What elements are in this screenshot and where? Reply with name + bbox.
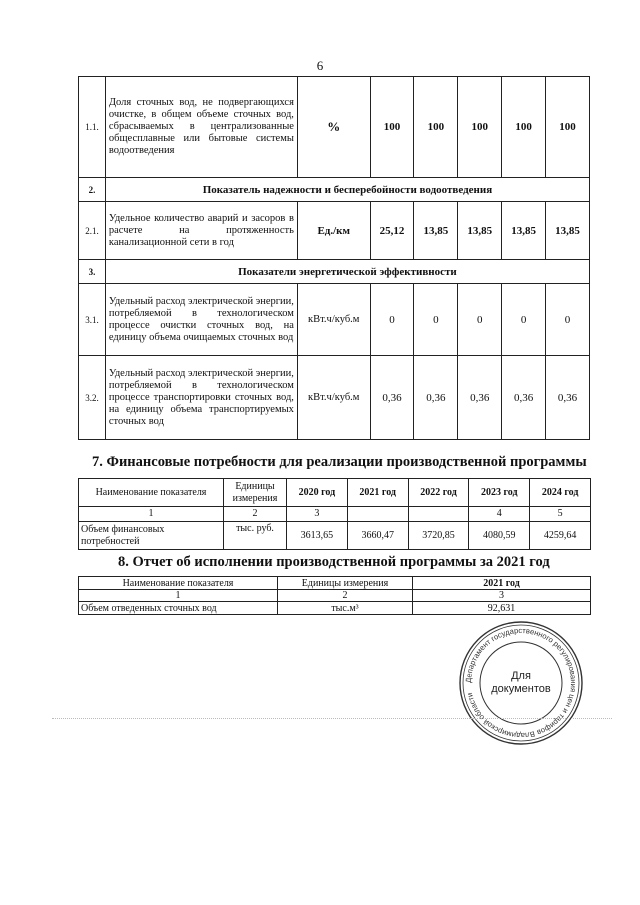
header-row xyxy=(79,577,591,590)
section-8-heading: 8. Отчет об исполнении производственной программы за 2021 год xyxy=(118,554,550,570)
stamp-line-1: Для xyxy=(511,670,531,682)
column-header: Наименование показателя xyxy=(79,479,224,507)
unit-cell: тыс. руб. xyxy=(224,522,287,550)
indicator-name: Объем отведенных сточных вод xyxy=(79,602,278,615)
value-cell: 0 xyxy=(370,284,414,356)
unit-cell: Ед./км xyxy=(297,202,370,260)
financial-needs-table xyxy=(78,478,591,550)
value-cell: 100 xyxy=(458,77,502,178)
value-cell: 13,85 xyxy=(414,202,458,260)
value-cell: 0,36 xyxy=(546,356,590,440)
value-cell: 100 xyxy=(502,77,546,178)
column-number-row xyxy=(79,590,591,602)
value-cell: 0,36 xyxy=(370,356,414,440)
value-cell: 0,36 xyxy=(458,356,502,440)
value-cell: 4259,64 xyxy=(530,522,591,550)
column-header: 2020 год xyxy=(287,479,348,507)
section-row xyxy=(79,178,590,202)
indicator-name: Удельный расход электрической энергии, потребляемой в технологическом процессе очистки сточных вод, на единицу объема очищаемых сточных вод xyxy=(105,284,297,356)
section-number: 3. xyxy=(79,260,106,284)
column-number: 5 xyxy=(530,507,591,522)
column-header: 2021 год xyxy=(347,479,408,507)
column-number: 2 xyxy=(224,507,287,522)
stamp-center-text xyxy=(458,670,584,696)
value-cell: 100 xyxy=(546,77,590,178)
table-row xyxy=(79,356,590,440)
row-number: 3.2. xyxy=(79,356,106,440)
value-cell: 3660,47 xyxy=(347,522,408,550)
value-cell: 0 xyxy=(546,284,590,356)
table-row xyxy=(79,202,590,260)
stamp-line-2: документов xyxy=(491,683,551,695)
row-number: 1.1. xyxy=(79,77,106,178)
column-number xyxy=(347,507,408,522)
value-cell: 100 xyxy=(370,77,414,178)
table-row xyxy=(79,602,591,615)
stamp-ring-text: Департамент государственного регулирования цен и тарифов Владимирской области xyxy=(463,625,579,741)
value-cell: 13,85 xyxy=(502,202,546,260)
header-row xyxy=(79,479,591,507)
section-7-heading: 7. Финансовые потребности для реализации производственной программы xyxy=(92,454,587,470)
value-cell: 0,36 xyxy=(414,356,458,440)
unit-cell: кВт.ч/куб.м xyxy=(297,356,370,440)
indicator-name: Удельный расход электрической энергии, потребляемой в технологическом процессе транспортировки сточных вод, на единицу объема транспортируемых сточных вод xyxy=(105,356,297,440)
page-number: 6 xyxy=(316,58,324,73)
value-cell: 0,36 xyxy=(502,356,546,440)
column-header: Единицы измерения xyxy=(278,577,413,590)
unit-cell: кВт.ч/куб.м xyxy=(297,284,370,356)
column-number: 3 xyxy=(413,590,591,602)
indicator-name: Доля сточных вод, не подвергающихся очистке, в общем объеме сточных вод, сбрасываемых в централизованные общесплавные или бытовые системы водоотведения xyxy=(105,77,297,178)
column-number xyxy=(408,507,469,522)
column-number: 1 xyxy=(79,507,224,522)
value-cell: 13,85 xyxy=(458,202,502,260)
section-title: Показатель надежности и бесперебойности водоотведения xyxy=(105,178,589,202)
table-row xyxy=(79,522,591,550)
column-header: 2021 год xyxy=(413,577,591,590)
unit-cell: тыс.м³ xyxy=(278,602,413,615)
column-number: 2 xyxy=(278,590,413,602)
report-table xyxy=(78,576,591,615)
column-number: 1 xyxy=(79,590,278,602)
value-cell: 4080,59 xyxy=(469,522,530,550)
value-cell: 92,631 xyxy=(413,602,591,615)
unit-cell: % xyxy=(297,77,370,178)
indicator-name: Удельное количество аварий и засоров в расчете на протяженность канализационной сети в год xyxy=(105,202,297,260)
value-cell: 3613,65 xyxy=(287,522,348,550)
dotted-divider xyxy=(52,718,612,720)
column-header: 2024 год xyxy=(530,479,591,507)
value-cell: 0 xyxy=(458,284,502,356)
column-header: Единицы измерения xyxy=(224,479,287,507)
column-header: 2022 год xyxy=(408,479,469,507)
indicators-table xyxy=(78,76,590,440)
row-number: 3.1. xyxy=(79,284,106,356)
row-number: 2.1. xyxy=(79,202,106,260)
value-cell: 25,12 xyxy=(370,202,414,260)
section-title: Показатели энергетической эффективности xyxy=(105,260,589,284)
value-cell: 13,85 xyxy=(546,202,590,260)
column-number: 3 xyxy=(287,507,348,522)
value-cell: 0 xyxy=(502,284,546,356)
column-header: Наименование показателя xyxy=(79,577,278,590)
indicator-name: Объем финансовых потребностей xyxy=(79,522,224,550)
table-row xyxy=(79,284,590,356)
column-number: 4 xyxy=(469,507,530,522)
section-row xyxy=(79,260,590,284)
column-number-row xyxy=(79,507,591,522)
value-cell: 3720,85 xyxy=(408,522,469,550)
value-cell: 100 xyxy=(414,77,458,178)
table-row xyxy=(79,77,590,178)
value-cell: 0 xyxy=(414,284,458,356)
section-number: 2. xyxy=(79,178,106,202)
column-header: 2023 год xyxy=(469,479,530,507)
